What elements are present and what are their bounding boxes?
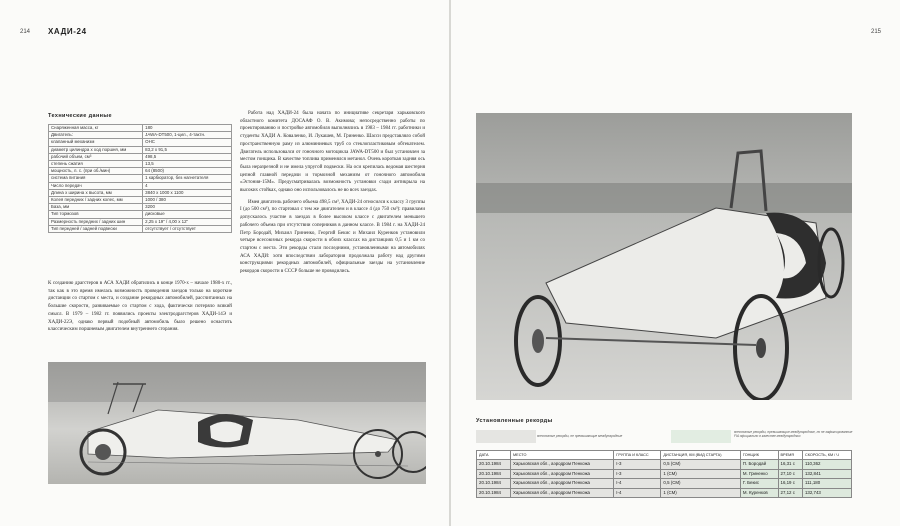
records-cell: 16,19 с [778, 479, 802, 488]
records-cell: 1 (СМ) [661, 488, 740, 497]
records-cell: 111,180 [802, 479, 851, 488]
spec-value: JAWA-DT500, 1-цил., 4-тактн. [143, 132, 232, 139]
records-cell: 0,5 (СМ) [661, 460, 740, 469]
spec-label: Число передач [49, 182, 143, 189]
records-column-header: ВРЕМЯ [778, 451, 802, 460]
spec-row [49, 175, 232, 182]
records-cell: 132,841 [802, 469, 851, 478]
intro-paragraph: К созданию драгстеров в АСА ХАДИ обратились в конце 1970-х – начале 1980-х гг., так как в это время имелась возможность проведения заездов только на короткие дистанции со стартом с места, и создание рекордных автомобилей, рассчитанных на большие скорости, развиваемые со стартом с хода, фактически потеряло всякий смысл. В 1979 – 1982 гг. появились проекты электродрагстеров ХАДИ-14Э и ХАДИ-22Э, однако первый подобный автомобиль было решено оснастить классическим поршневым двигателем внутреннего сгорания. [48, 281, 232, 333]
body-paragraph-1: Работа над ХАДИ-24 была начата по инициативе секретаря харьковского областного комитета ДОСААФ О. В. Акимова; непосредственно работы по проектированию и постройке автомобиля выполнялись в 1983 – 1984 гг. работники и студенты ХАДИ А. Коваленко, И. Лукашев, М. Гриненко. Шасси представляло собой пространственную раму из алюминиевых труб со стеклопластиковым обтекателем. Двигатель использовался от гоночного мотоцикла JAWA-DT500 и был установлен за местом гонщика. В качестве топлива применялся метанол. Очень короткая задняя ось была неразрезной и не имела упругой подвески. На оси крепилась ведомая шестерня цепной главной передачи и тормозной механизм от гоночного автомобиля «Эстония-15М». Предусматривалась возможность установки сзади антикрыла на высоких стойках, однако оно использовалось не во всех заездах. [240, 111, 425, 194]
spec-value: 498,5 [143, 153, 232, 160]
records-row [477, 488, 852, 497]
records-cell: I-4 [614, 488, 661, 497]
spec-value: 13,5 [143, 161, 232, 168]
specs-heading: Технические данные [48, 113, 112, 119]
dragster-front-illustration [476, 113, 852, 400]
page-title: ХАДИ-24 [48, 27, 87, 36]
records-cell: Харьковская обл., аэродром Пенкожа [511, 479, 614, 488]
records-cell: 20.10.1984 [477, 479, 511, 488]
spec-label: База, мм [49, 204, 143, 211]
records-cell: Харьковская обл., аэродром Пенкожа [511, 460, 614, 469]
spec-value: 3840 х 1000 х 1100 [143, 189, 232, 196]
records-cell: 1 (СМ) [661, 469, 740, 478]
body-paragraph-2: Имея двигатель рабочего объема 498,5 см³, ХАДИ-24 относился к классу 3 группы I (до 500 см³), по стартовал с тем же двигателем и в классе 4 (до 750 см³): правилами допускалось участие в заездах в более высоком классе с двигателем меньшего рабочего объема при отсутствии соперников в данном классе. В 1984 г. на ХАДИ-24 Петр Бородай, Михаил Гриненко, Георгий Бекис и Михаил Куренков установили четыре всесоюзных рекорда скорости в обоих классах на дистанциях 0,5 и 1 км со стартом с места. Эти рекорды стали последними, установленными на автомобилях АСА ХАДИ: хотя впоследствии лаборатория продолжала работу над другими конструкциями рекордных автомобилей, официальные заезды на установление рекордов скорости в СССР больше не проводились. [240, 199, 425, 275]
records-column-header: ДИСТАНЦИЯ, КМ (ВИД СТАРТА) [661, 451, 740, 460]
records-cell: I-3 [614, 469, 661, 478]
records-cell: 20.10.1984 [477, 469, 511, 478]
spec-value: 64 (8500) [143, 168, 232, 175]
spec-value: дисковые [143, 211, 232, 218]
spec-row [49, 132, 232, 139]
records-column-header: СКОРОСТЬ, КМ / Ч [802, 451, 851, 460]
spec-label: клапанный механизм [49, 139, 143, 146]
spec-row [49, 197, 232, 204]
spec-row [49, 153, 232, 160]
dragster-side-photo [48, 362, 426, 484]
spec-value: отсутствует / отсутствует [143, 225, 232, 232]
page-number-right: 215 [871, 29, 882, 35]
spec-row [49, 168, 232, 175]
spec-label: рабочий объем, см³ [49, 153, 143, 160]
records-cell: Харьковская обл., аэродром Пенкожа [511, 469, 614, 478]
legend-swatch-grey [476, 430, 536, 443]
specs-table [48, 124, 232, 233]
records-row [477, 479, 852, 488]
spec-value: 1 карбюратор, без нагнетателя [143, 175, 232, 182]
records-cell: 20.10.1984 [477, 488, 511, 497]
dragster-front-photo [476, 113, 852, 400]
spec-label: Колея передних / задних колес, мм [49, 197, 143, 204]
records-cell: М. Гриненко [740, 469, 778, 478]
records-cell: 27,12 с [778, 488, 802, 497]
spec-row [49, 125, 232, 132]
records-cell: I-4 [614, 479, 661, 488]
records-table [476, 450, 852, 498]
spec-value: 1000 / 380 [143, 197, 232, 204]
spec-label: Двигатель: [49, 132, 143, 139]
right-page [451, 0, 900, 526]
spec-row [49, 211, 232, 218]
records-cell: Харьковская обл., аэродром Пенкожа [511, 488, 614, 497]
records-heading: Установленные рекорды [476, 418, 553, 424]
spec-row [49, 225, 232, 232]
spec-label: Снаряженная масса, кг [49, 125, 143, 132]
spec-row [49, 139, 232, 146]
spec-value: 2,25 х 19" / 4,00 х 12" [143, 218, 232, 225]
page-number-left: 214 [20, 29, 31, 35]
spec-value: OHC [143, 139, 232, 146]
spec-label: Тип тормозов [49, 211, 143, 218]
records-cell: 16,31 с [778, 460, 802, 469]
records-cell: 110,362 [802, 460, 851, 469]
spec-row [49, 146, 232, 153]
spec-row [49, 161, 232, 168]
spec-row [49, 182, 232, 189]
intro-text [48, 280, 232, 334]
records-cell: 27,10 с [778, 469, 802, 478]
spec-label: диаметр цилиндра х ход поршня, мм [49, 146, 143, 153]
records-cell: Г. Бекис [740, 479, 778, 488]
records-cell: П. Бородай [740, 460, 778, 469]
records-cell: М. Куренков [740, 488, 778, 497]
records-row [477, 460, 852, 469]
legend-swatch-green [671, 430, 731, 443]
spec-label: система питания [49, 175, 143, 182]
records-column-header: ДАТА [477, 451, 511, 460]
spec-value: 4 [143, 182, 232, 189]
spec-row [49, 218, 232, 225]
spec-label: Длина х ширина х высота, мм [49, 189, 143, 196]
records-cell: 132,743 [802, 488, 851, 497]
spec-label: Тип передней / задней подвески [49, 225, 143, 232]
spec-label: Размерность передних / задних шин [49, 218, 143, 225]
spec-row [49, 204, 232, 211]
spec-value: 3200 [143, 204, 232, 211]
records-column-header: ГРУППА И КЛАСС [614, 451, 661, 460]
spec-row [49, 189, 232, 196]
left-page [0, 0, 449, 526]
spec-value: 180 [143, 125, 232, 132]
dragster-side-illustration [48, 362, 426, 484]
legend-text-green: всесоюзные рекорды, превышающие международные, но не зафиксированные FIA официально в качестве международных [734, 430, 853, 438]
spec-label: степень сжатия [49, 161, 143, 168]
spec-label: мощность, л. с. (при об./мин) [49, 168, 143, 175]
records-cell: I-3 [614, 460, 661, 469]
records-column-header: ГОНЩИК [740, 451, 778, 460]
body-text [240, 110, 425, 280]
legend-text-grey: всесоюзные рекорды, не превышающие международные [537, 434, 623, 438]
records-row [477, 469, 852, 478]
spec-value: 83,2 х 91,5 [143, 146, 232, 153]
records-column-header: МЕСТО [511, 451, 614, 460]
records-cell: 20.10.1984 [477, 460, 511, 469]
records-cell: 0,5 (СМ) [661, 479, 740, 488]
